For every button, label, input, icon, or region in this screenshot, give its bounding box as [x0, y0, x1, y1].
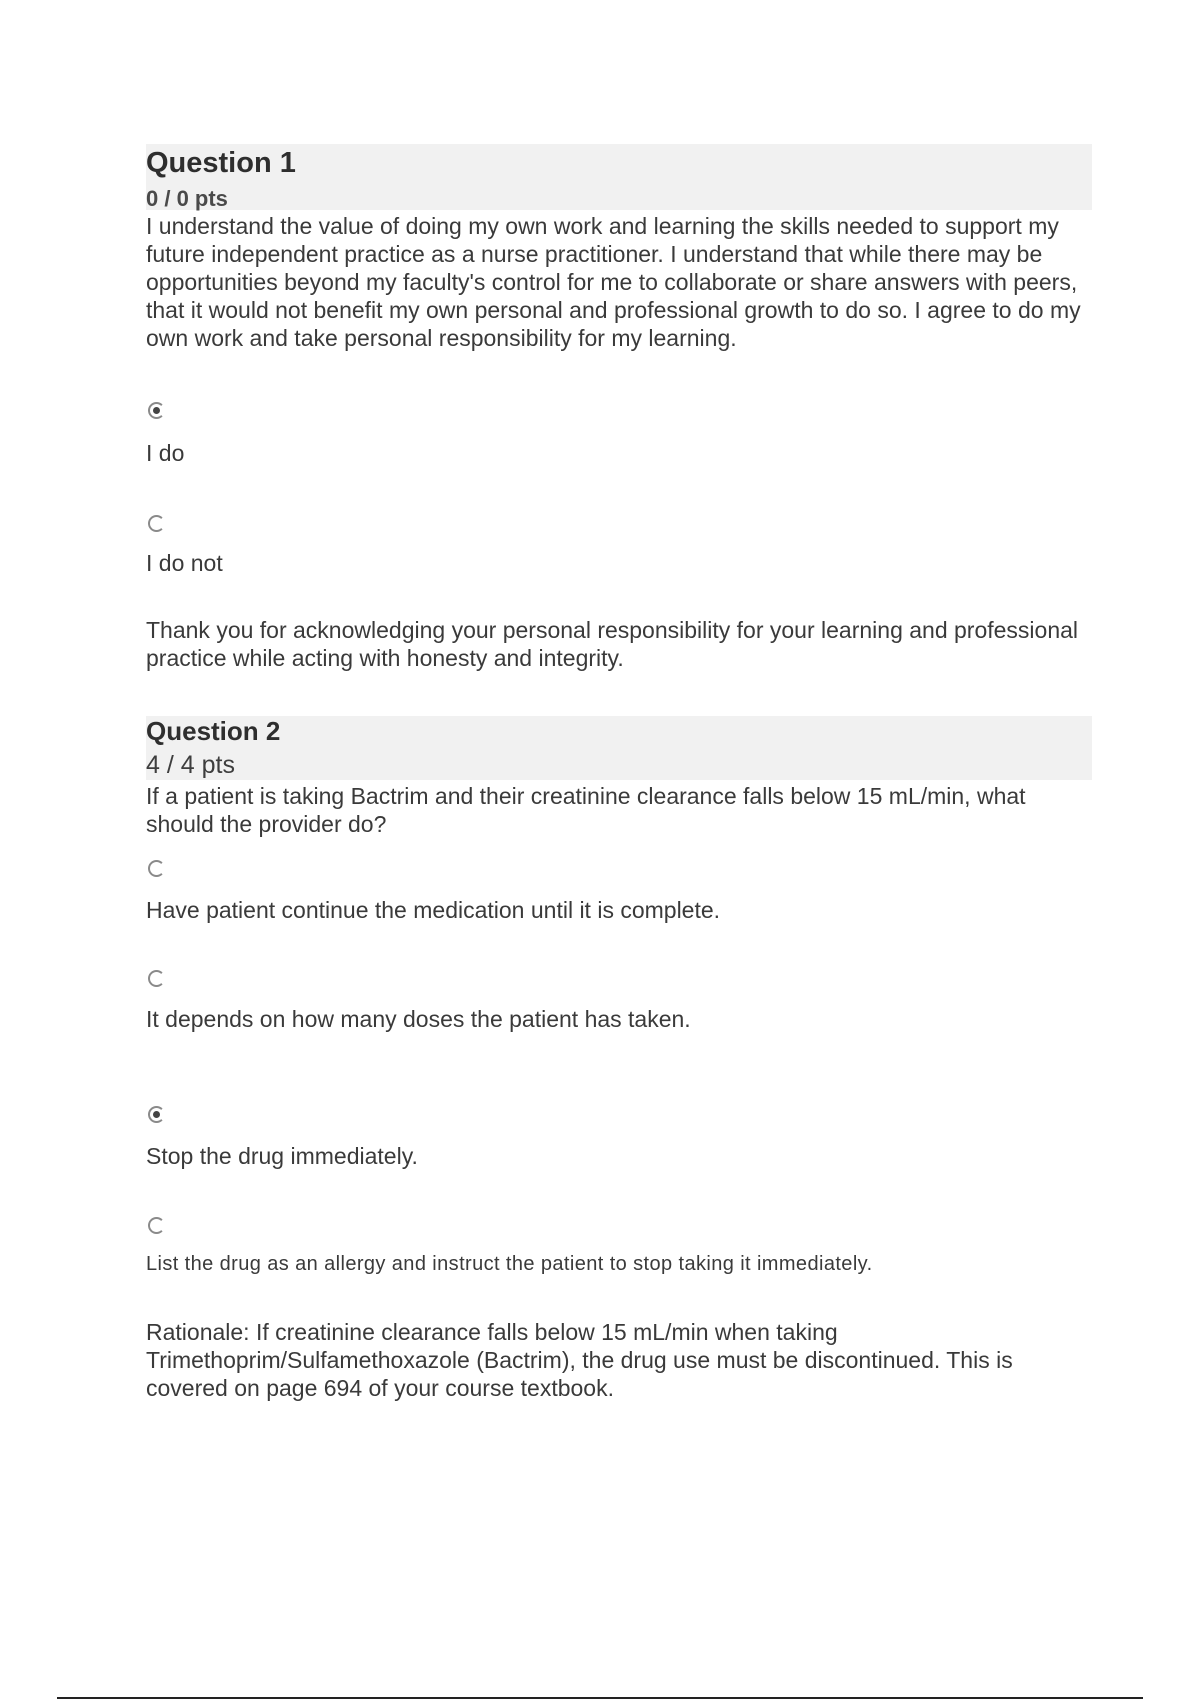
- question-2-title: Question 2: [146, 716, 281, 746]
- question-1-answer-1-radio[interactable]: [148, 402, 165, 419]
- question-2-answer-4-radio[interactable]: [148, 1217, 165, 1234]
- question-1-points: 0 / 0 pts: [146, 186, 228, 211]
- question-1-text: I understand the value of doing my own work and learning the skills needed to support my future independent practice as a nurse practitioner. I understand that while there may be opportunities beyond my faculty's control for me to collaborate or share answers with peers, that it would not benefit my own personal and professional growth to do so. I agree to do my own work and take personal responsibility for my learning.: [146, 213, 1081, 351]
- question-2-answer-2-label[interactable]: It depends on how many doses the patient has taken.: [146, 1006, 691, 1032]
- question-2-rationale: Rationale: If creatinine clearance falls below 15 mL/min when taking Trimethoprim/Sulfamethoxazole (Bactrim), the drug use must be discontinued. This is covered on page 694 of your course textbook.: [146, 1319, 1013, 1401]
- question-1-answer-2-label[interactable]: I do not: [146, 550, 223, 576]
- question-2-answer-1-label[interactable]: Have patient continue the medication until it is complete.: [146, 897, 721, 923]
- question-2-points: 4 / 4 pts: [146, 751, 235, 779]
- question-2-answer-2-radio[interactable]: [148, 970, 165, 987]
- question-1-answer-2-radio[interactable]: [148, 515, 165, 532]
- question-2-answer-3-radio[interactable]: [148, 1106, 165, 1123]
- question-1-feedback: Thank you for acknowledging your personal responsibility for your learning and professional practice while acting with honesty and integrity.: [146, 617, 1079, 671]
- question-2-answer-4-label[interactable]: List the drug as an allergy and instruct the patient to stop taking it immediately.: [146, 1253, 873, 1275]
- question-2-answer-1-radio[interactable]: [148, 860, 165, 877]
- page-bottom-rule: [57, 1697, 1143, 1699]
- question-2-answer-3-label[interactable]: Stop the drug immediately.: [146, 1143, 418, 1169]
- question-2-text: If a patient is taking Bactrim and their creatinine clearance falls below 15 mL/min, what should the provider do?: [146, 783, 1026, 837]
- question-1-title: Question 1: [146, 147, 296, 179]
- question-2-header: [146, 716, 1092, 780]
- question-1-answer-1-label[interactable]: I do: [146, 440, 185, 466]
